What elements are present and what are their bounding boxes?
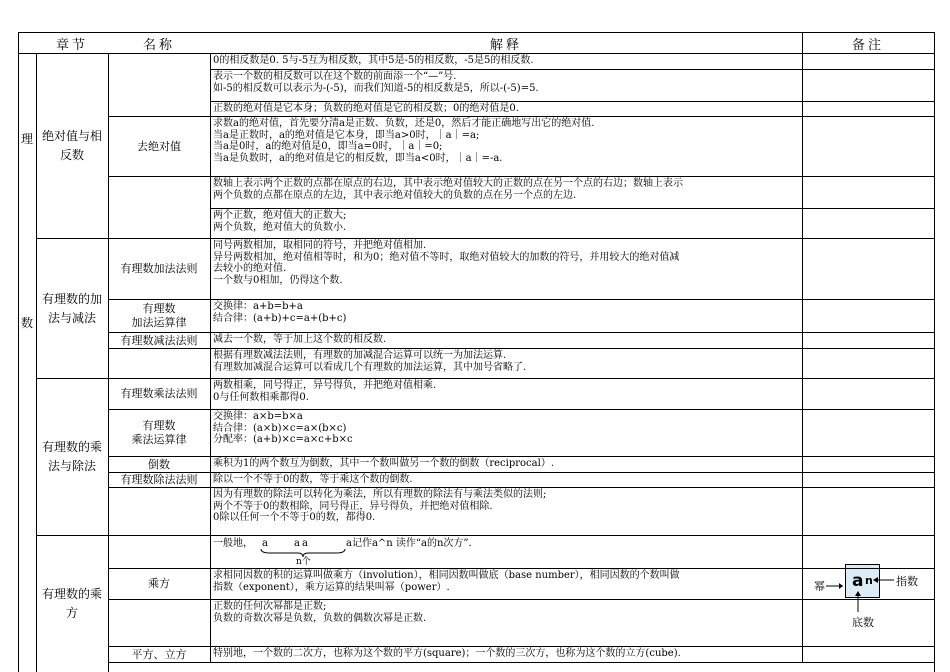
text-line: 两个正数，绝对值大的正数大;	[213, 210, 347, 221]
text-line: 当a是负数时，a的绝对值是它的相反数，即当a<0时，｜a｜=-a.	[213, 152, 503, 164]
section-title-add[interactable]	[36, 239, 108, 378]
name-add-rule[interactable]: 有理数加法法则	[120, 262, 198, 275]
text-line: 负数的奇数次幂是负数，负数的偶数次幂是正数.	[213, 612, 427, 624]
row-border	[108, 299, 935, 300]
header-explanation[interactable]: 解释	[489, 37, 522, 53]
text-line: 交换律：a+b=b+a	[213, 301, 303, 312]
text-line: 正数的任何次幂都是正数;	[213, 601, 327, 612]
text-line: 当a是0时，a的绝对值是0，即当a=0时，｜a｜=0;	[213, 141, 443, 152]
column-border	[934, 32, 935, 672]
text-line: 求数a的绝对值，首先要分清a是正数、负数，还是0，然后才能正确地写出它的绝对值.	[213, 118, 595, 129]
label-exponent: 指数	[896, 575, 918, 588]
name-mul-rule[interactable]: 有理数乘法法则	[120, 387, 198, 400]
explanation-sub-rule[interactable]	[210, 333, 802, 348]
row-border	[108, 487, 935, 488]
name-mul-law[interactable]	[108, 410, 210, 456]
text-line: 两数相乘，同号得正，异号得负，并把绝对值相乘.	[213, 380, 437, 391]
text-n-count: n个	[296, 557, 311, 567]
header-chapter[interactable]: 章节	[55, 37, 88, 53]
text-line: 除以一个不等于0的数，等于乘这个数的倒数.	[213, 474, 413, 485]
text-prefix: 一般地，	[213, 538, 253, 549]
row-border	[108, 176, 935, 177]
explanation-div-similar[interactable]	[210, 488, 802, 535]
name-div-rule[interactable]: 有理数除法法则	[120, 473, 198, 486]
explanation-div-rule[interactable]	[210, 473, 802, 487]
row-border	[18, 32, 935, 33]
text-line: 指数（exponent），乘方运算的结果叫幂（power）.	[213, 581, 450, 593]
explanation-mixed-ops[interactable]	[210, 349, 802, 378]
text-line: 求相同因数的积的运算叫做乘方（involution），相同因数叫做底（base number），相同因数的个数叫做	[213, 570, 680, 581]
text-line: 两个不等于0的数相除，同号得正，异号得负，并把绝对值相除.	[213, 500, 493, 512]
name-reciprocal[interactable]: 倒数	[148, 457, 170, 471]
explanation-mul-law[interactable]	[210, 410, 802, 456]
text-base-a: a	[262, 538, 268, 549]
row-border	[36, 238, 935, 239]
text-line: 两个负数，绝对值大的负数小.	[213, 221, 347, 233]
section-title-text: 有理数的乘方	[42, 587, 103, 620]
name-mul-law-line1: 有理数	[142, 419, 176, 432]
row-border	[108, 662, 935, 663]
text-line: 同号两数相加，取相同的符号，并把绝对值相加.	[213, 240, 427, 251]
row-border	[36, 535, 935, 536]
explanation-mul-rule[interactable]	[210, 379, 802, 409]
text-line: 减去一个数，等于加上这个数的相反数.	[213, 334, 387, 345]
section-title-text: 有理数的加法与减法	[42, 291, 103, 325]
row-border	[108, 116, 935, 117]
explanation-add-rule[interactable]	[210, 239, 802, 299]
row-border	[108, 348, 935, 349]
chapter-label-top: 理	[20, 131, 33, 146]
row-border	[108, 472, 935, 473]
column-border	[18, 32, 19, 672]
chapter-label-bottom: 数	[20, 315, 33, 330]
section-title-mul[interactable]	[36, 379, 108, 535]
column-border	[210, 53, 211, 662]
name-power[interactable]: 乘方	[148, 577, 170, 590]
label-power: 幂	[814, 580, 825, 593]
name-mul-law-line2: 乘法运算律	[131, 433, 187, 446]
explanation-opposite-notation[interactable]	[210, 70, 802, 101]
text-line: 两个负数的点都在原点的左边，其中表示绝对值较大的负数的点在另一个点的左边.	[213, 189, 577, 201]
explanation-power-def[interactable]	[210, 536, 802, 568]
text-base-aa: aa	[294, 538, 310, 549]
name-add-law-line2: 加法运算律	[131, 316, 187, 329]
row-border	[108, 568, 935, 569]
explanation-involution[interactable]	[210, 569, 802, 599]
explanation-compare[interactable]	[210, 209, 802, 238]
section-title-text: 有理数的乘法与除法	[42, 440, 103, 473]
column-border	[108, 53, 109, 672]
text-line: 结合律：(a×b)×c=a×(b×c)	[213, 422, 347, 434]
text-line: 乘积为1的两个数互为倒数，其中一个数叫做另一个数的倒数（reciprocal）.	[213, 458, 555, 469]
explanation-opposite-zero[interactable]	[210, 54, 802, 69]
formula-base: a	[852, 571, 864, 591]
row-border	[108, 332, 935, 333]
section-title-power[interactable]	[36, 536, 108, 672]
explanation-square-cube[interactable]	[210, 647, 802, 662]
explanation-sign-of-power[interactable]	[210, 600, 802, 646]
name-square-cube[interactable]: 平方、立方	[131, 647, 187, 661]
formula-exponent: n	[865, 574, 873, 587]
text-notation: a记作a^n 读作“a的n次方”.	[346, 538, 472, 549]
row-border	[36, 378, 935, 379]
explanation-remove-abs[interactable]	[210, 117, 802, 176]
row-border	[108, 456, 935, 457]
explanation-number-line[interactable]	[210, 177, 802, 208]
explanation-abs-value[interactable]	[210, 102, 802, 116]
row-border	[210, 208, 935, 209]
name-abs[interactable]: 去绝对值	[137, 139, 181, 153]
text-line: 特别地，一个数的二次方，也称为这个数的平方(square)；一个数的三次方，也称为这个数的立方(cube).	[213, 648, 681, 659]
text-line: 0除以任何一个不等于0的数，都得0.	[213, 512, 376, 523]
name-sub-rule[interactable]: 有理数减法法则	[120, 333, 198, 347]
column-border	[36, 53, 37, 672]
text-line: 去较小的绝对值.	[213, 263, 287, 274]
text-line: 正数的绝对值是它本身；负数的绝对值是它的相反数；0的绝对值是0.	[213, 103, 519, 114]
row-border	[108, 599, 935, 600]
explanation-reciprocal[interactable]	[210, 457, 802, 472]
text-line: 根据有理数减法法则，有理数的加减混合运算可以统一为加法运算.	[213, 350, 507, 361]
text-line: 因为有理数的除法可以转化为乘法，所以有理数的除法有与乘法类似的法则;	[213, 489, 547, 500]
row-border	[210, 69, 935, 70]
section-title-abs[interactable]	[36, 54, 108, 238]
header-name[interactable]: 名称	[142, 37, 175, 53]
column-border	[802, 32, 803, 662]
text-line: 表示一个数的相反数可以在这个数的前面添一个“—”号.	[213, 71, 457, 82]
row-border	[18, 53, 935, 54]
text-line: 如-5的相反数可以表示为-(-5)，而我们知道-5的相反数是5，所以-(-5)=5.	[213, 82, 539, 94]
section-title-text: 绝对值与相反数	[42, 129, 103, 162]
text-line: 交换律：a×b=b×a	[213, 411, 303, 422]
name-add-law-line1: 有理数	[142, 302, 176, 315]
row-border	[108, 409, 935, 410]
explanation-add-law[interactable]	[210, 300, 802, 332]
text-line: 一个数与0相加，仍得这个数.	[213, 274, 343, 286]
text-line: 结合律：(a+b)+c=a+(b+c)	[213, 312, 347, 324]
label-base: 底数	[852, 616, 874, 629]
row-border	[108, 646, 935, 647]
name-add-law[interactable]	[108, 300, 210, 332]
text-line: 0的相反数是0. 5与-5互为相反数，其中5是-5的相反数，-5是5的相反数.	[213, 55, 534, 66]
header-remark[interactable]: 备注	[851, 37, 884, 53]
text-line: 数轴上表示两个正数的点都在原点的右边，其中表示绝对值较大的正数的点在另一个点的右边；数轴上表示	[213, 178, 683, 189]
text-line: 当a是正数时，a的绝对值是它本身，即当a>0时，｜a｜=a;	[213, 129, 480, 141]
text-line: 有理数加减混合运算可以看成几个有理数的加法运算，其中加号省略了.	[213, 361, 527, 373]
row-border	[210, 101, 935, 102]
text-line: 0与任何数相乘都得0.	[213, 391, 309, 403]
text-line: 异号两数相加，绝对值相等时，和为0；绝对值不等时，取绝对值较大的加数的符号，并用较大的绝对值减	[213, 251, 680, 263]
text-line: 分配率：(a+b)×c=a×c+b×c	[213, 434, 353, 445]
